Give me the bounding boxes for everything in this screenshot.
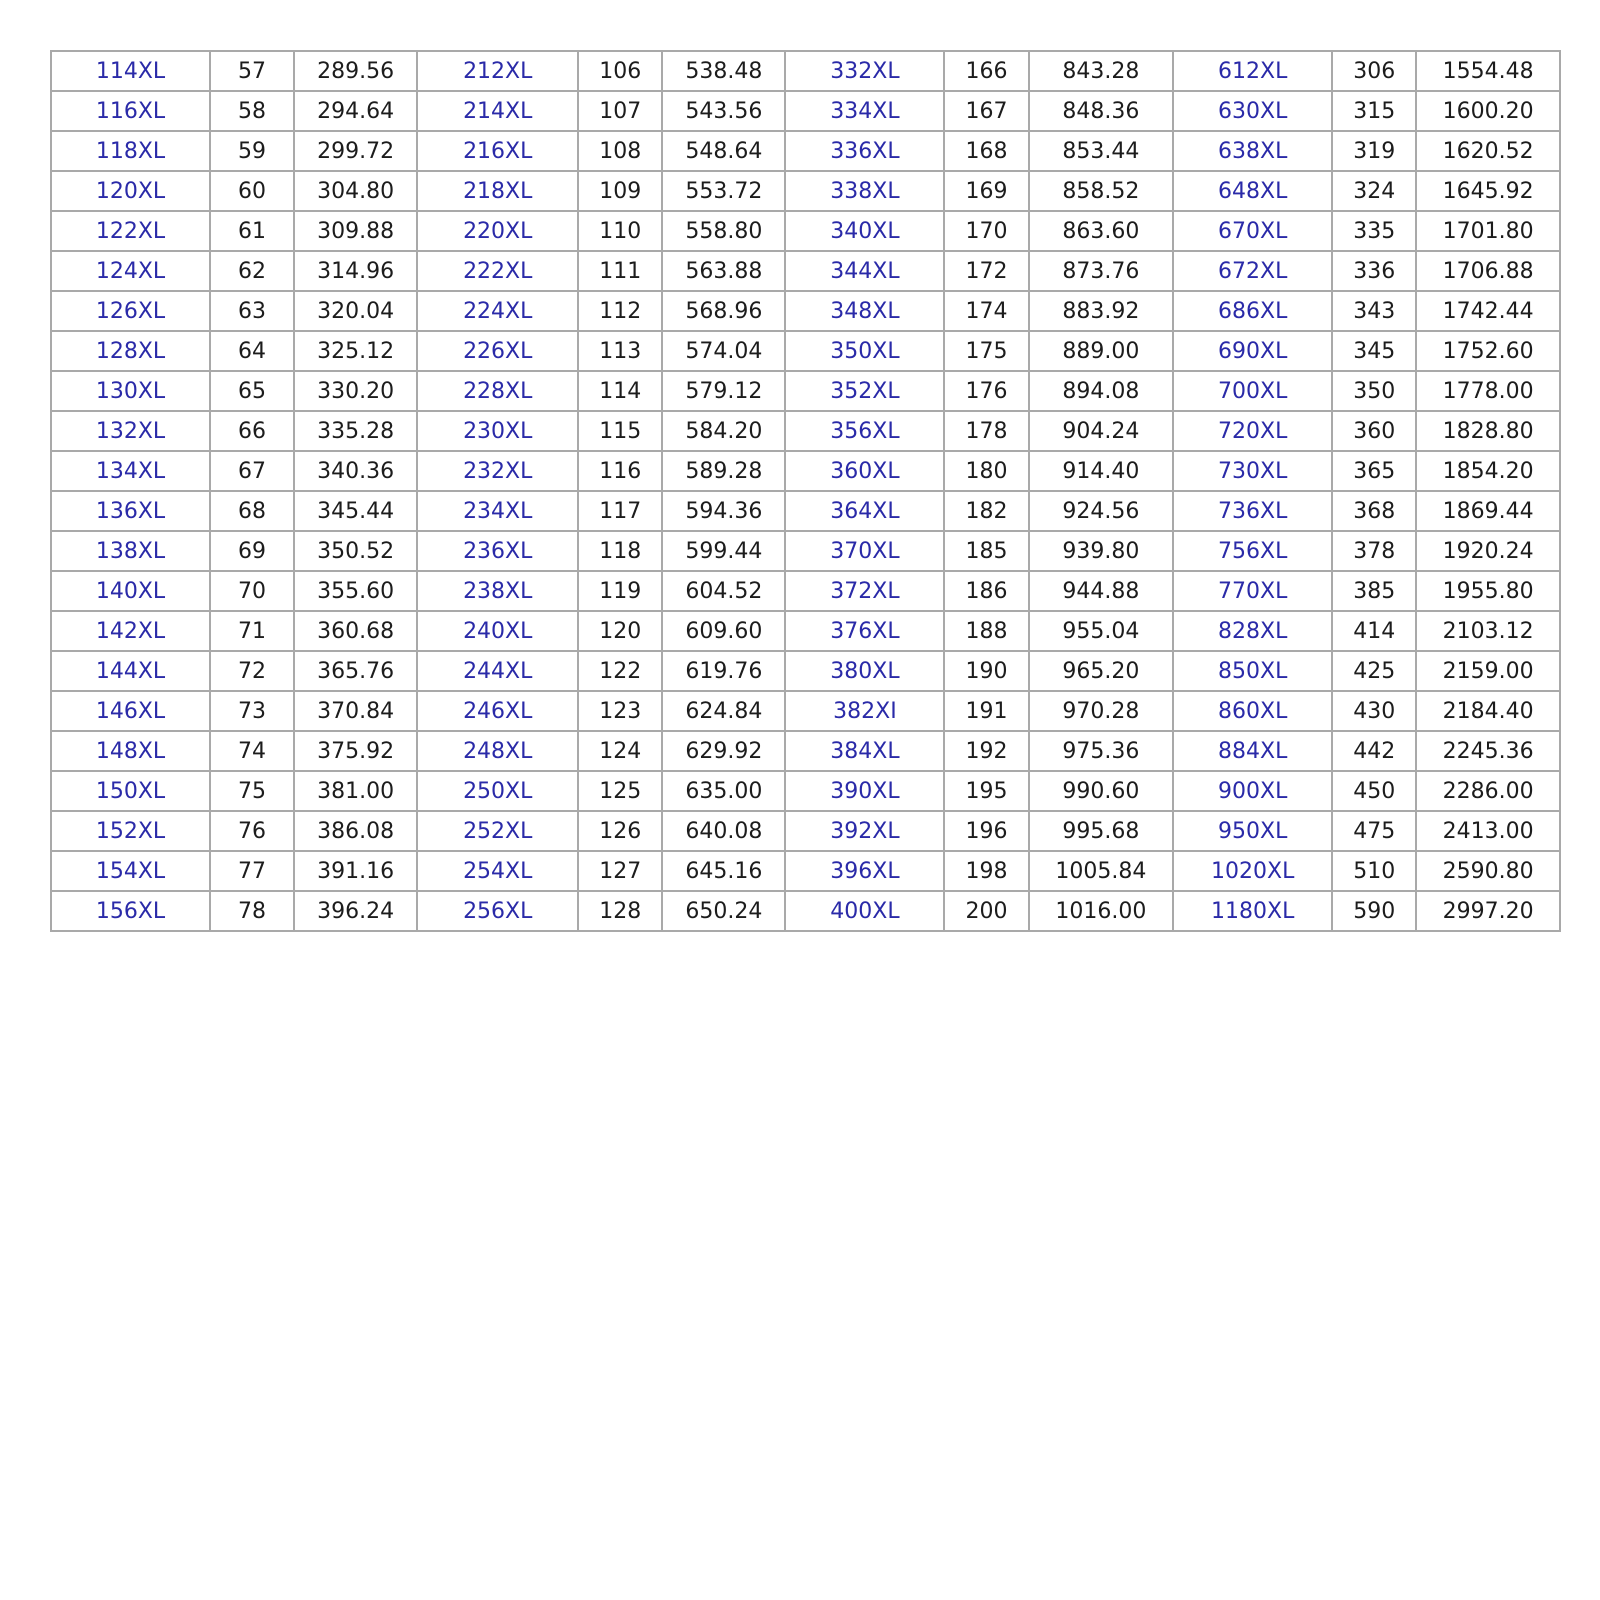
value-cell: 57 <box>210 51 294 91</box>
value-cell: 110 <box>578 211 662 251</box>
size-cell: 236XL <box>417 531 578 571</box>
size-cell: 770XL <box>1173 571 1332 611</box>
value-cell: 315 <box>1332 91 1416 131</box>
value-cell: 375.92 <box>294 731 417 771</box>
value-cell: 62 <box>210 251 294 291</box>
size-cell: 246XL <box>417 691 578 731</box>
size-cell: 214XL <box>417 91 578 131</box>
size-cell: 138XL <box>51 531 210 571</box>
value-cell: 1005.84 <box>1029 851 1174 891</box>
size-cell: 142XL <box>51 611 210 651</box>
size-cell: 1020XL <box>1173 851 1332 891</box>
value-cell: 883.92 <box>1029 291 1174 331</box>
size-cell: 114XL <box>51 51 210 91</box>
value-cell: 350.52 <box>294 531 417 571</box>
value-cell: 188 <box>944 611 1028 651</box>
table-row <box>51 571 1560 611</box>
table-row <box>51 691 1560 731</box>
value-cell: 119 <box>578 571 662 611</box>
value-cell: 66 <box>210 411 294 451</box>
value-cell: 1955.80 <box>1416 571 1560 611</box>
size-cell: 230XL <box>417 411 578 451</box>
value-cell: 172 <box>944 251 1028 291</box>
table-row <box>51 51 1560 91</box>
value-cell: 120 <box>578 611 662 651</box>
value-cell: 108 <box>578 131 662 171</box>
size-cell: 124XL <box>51 251 210 291</box>
value-cell: 345.44 <box>294 491 417 531</box>
table-row <box>51 731 1560 771</box>
value-cell: 2413.00 <box>1416 811 1560 851</box>
value-cell: 995.68 <box>1029 811 1174 851</box>
value-cell: 2103.12 <box>1416 611 1560 651</box>
size-cell: 220XL <box>417 211 578 251</box>
value-cell: 74 <box>210 731 294 771</box>
size-cell: 144XL <box>51 651 210 691</box>
value-cell: 114 <box>578 371 662 411</box>
value-cell: 116 <box>578 451 662 491</box>
size-cell: 254XL <box>417 851 578 891</box>
size-cell: 234XL <box>417 491 578 531</box>
value-cell: 939.80 <box>1029 531 1174 571</box>
value-cell: 924.56 <box>1029 491 1174 531</box>
value-cell: 858.52 <box>1029 171 1174 211</box>
size-cell: 670XL <box>1173 211 1332 251</box>
value-cell: 640.08 <box>662 811 785 851</box>
value-cell: 109 <box>578 171 662 211</box>
size-cell: 630XL <box>1173 91 1332 131</box>
value-cell: 1706.88 <box>1416 251 1560 291</box>
value-cell: 124 <box>578 731 662 771</box>
value-cell: 72 <box>210 651 294 691</box>
table-row <box>51 611 1560 651</box>
value-cell: 61 <box>210 211 294 251</box>
value-cell: 1016.00 <box>1029 891 1174 931</box>
value-cell: 1620.52 <box>1416 131 1560 171</box>
value-cell: 118 <box>578 531 662 571</box>
value-cell: 386.08 <box>294 811 417 851</box>
value-cell: 166 <box>944 51 1028 91</box>
value-cell: 182 <box>944 491 1028 531</box>
value-cell: 186 <box>944 571 1028 611</box>
value-cell: 548.64 <box>662 131 785 171</box>
size-cell: 216XL <box>417 131 578 171</box>
value-cell: 955.04 <box>1029 611 1174 651</box>
value-cell: 1778.00 <box>1416 371 1560 411</box>
size-cell: 390XL <box>785 771 944 811</box>
value-cell: 122 <box>578 651 662 691</box>
size-cell: 232XL <box>417 451 578 491</box>
value-cell: 430 <box>1332 691 1416 731</box>
value-cell: 60 <box>210 171 294 211</box>
size-cell: 380XL <box>785 651 944 691</box>
value-cell: 1742.44 <box>1416 291 1560 331</box>
size-cell: 146XL <box>51 691 210 731</box>
value-cell: 563.88 <box>662 251 785 291</box>
size-cell: 132XL <box>51 411 210 451</box>
size-cell: 756XL <box>1173 531 1332 571</box>
table-row <box>51 211 1560 251</box>
value-cell: 853.44 <box>1029 131 1174 171</box>
size-cell: 150XL <box>51 771 210 811</box>
size-cell: 828XL <box>1173 611 1332 651</box>
value-cell: 629.92 <box>662 731 785 771</box>
size-cell: 222XL <box>417 251 578 291</box>
size-cell: 736XL <box>1173 491 1332 531</box>
value-cell: 343 <box>1332 291 1416 331</box>
size-cell: 370XL <box>785 531 944 571</box>
value-cell: 414 <box>1332 611 1416 651</box>
table-row <box>51 491 1560 531</box>
size-cell: 116XL <box>51 91 210 131</box>
size-cell: 360XL <box>785 451 944 491</box>
value-cell: 76 <box>210 811 294 851</box>
value-cell: 538.48 <box>662 51 785 91</box>
size-cell: 720XL <box>1173 411 1332 451</box>
value-cell: 306 <box>1332 51 1416 91</box>
value-cell: 178 <box>944 411 1028 451</box>
value-cell: 1701.80 <box>1416 211 1560 251</box>
size-cell: 244XL <box>417 651 578 691</box>
size-cell: 218XL <box>417 171 578 211</box>
size-cell: 884XL <box>1173 731 1332 771</box>
value-cell: 113 <box>578 331 662 371</box>
value-cell: 970.28 <box>1029 691 1174 731</box>
size-cell: 950XL <box>1173 811 1332 851</box>
value-cell: 111 <box>578 251 662 291</box>
value-cell: 330.20 <box>294 371 417 411</box>
value-cell: 385 <box>1332 571 1416 611</box>
size-cell: 248XL <box>417 731 578 771</box>
size-cell: 130XL <box>51 371 210 411</box>
size-cell: 686XL <box>1173 291 1332 331</box>
value-cell: 1645.92 <box>1416 171 1560 211</box>
value-cell: 180 <box>944 451 1028 491</box>
value-cell: 635.00 <box>662 771 785 811</box>
value-cell: 167 <box>944 91 1028 131</box>
value-cell: 128 <box>578 891 662 931</box>
value-cell: 335 <box>1332 211 1416 251</box>
value-cell: 2184.40 <box>1416 691 1560 731</box>
value-cell: 396.24 <box>294 891 417 931</box>
table-row <box>51 811 1560 851</box>
value-cell: 543.56 <box>662 91 785 131</box>
table-row <box>51 131 1560 171</box>
value-cell: 198 <box>944 851 1028 891</box>
value-cell: 63 <box>210 291 294 331</box>
size-cell: 224XL <box>417 291 578 331</box>
value-cell: 1920.24 <box>1416 531 1560 571</box>
value-cell: 65 <box>210 371 294 411</box>
value-cell: 319 <box>1332 131 1416 171</box>
table-row <box>51 251 1560 291</box>
value-cell: 68 <box>210 491 294 531</box>
value-cell: 368 <box>1332 491 1416 531</box>
table-row <box>51 851 1560 891</box>
table-row <box>51 411 1560 451</box>
size-cell: 344XL <box>785 251 944 291</box>
value-cell: 650.24 <box>662 891 785 931</box>
value-cell: 2286.00 <box>1416 771 1560 811</box>
size-cell: 338XL <box>785 171 944 211</box>
value-cell: 904.24 <box>1029 411 1174 451</box>
value-cell: 873.76 <box>1029 251 1174 291</box>
value-cell: 106 <box>578 51 662 91</box>
value-cell: 75 <box>210 771 294 811</box>
size-cell: 136XL <box>51 491 210 531</box>
value-cell: 624.84 <box>662 691 785 731</box>
value-cell: 604.52 <box>662 571 785 611</box>
value-cell: 350 <box>1332 371 1416 411</box>
size-cell: 356XL <box>785 411 944 451</box>
value-cell: 195 <box>944 771 1028 811</box>
value-cell: 299.72 <box>294 131 417 171</box>
table-row <box>51 291 1560 331</box>
value-cell: 70 <box>210 571 294 611</box>
value-cell: 196 <box>944 811 1028 851</box>
value-cell: 1854.20 <box>1416 451 1560 491</box>
size-cell: 372XL <box>785 571 944 611</box>
size-cell: 364XL <box>785 491 944 531</box>
value-cell: 381.00 <box>294 771 417 811</box>
size-chart-table <box>50 50 1561 932</box>
size-cell: 612XL <box>1173 51 1332 91</box>
value-cell: 345 <box>1332 331 1416 371</box>
value-cell: 59 <box>210 131 294 171</box>
size-cell: 250XL <box>417 771 578 811</box>
size-cell: 384XL <box>785 731 944 771</box>
size-cell: 226XL <box>417 331 578 371</box>
table-row <box>51 451 1560 491</box>
size-cell: 348XL <box>785 291 944 331</box>
size-cell: 154XL <box>51 851 210 891</box>
value-cell: 324 <box>1332 171 1416 211</box>
value-cell: 863.60 <box>1029 211 1174 251</box>
size-cell: 1180XL <box>1173 891 1332 931</box>
size-cell: 122XL <box>51 211 210 251</box>
size-cell: 400XL <box>785 891 944 931</box>
value-cell: 174 <box>944 291 1028 331</box>
value-cell: 450 <box>1332 771 1416 811</box>
value-cell: 191 <box>944 691 1028 731</box>
table-row <box>51 91 1560 131</box>
value-cell: 391.16 <box>294 851 417 891</box>
value-cell: 442 <box>1332 731 1416 771</box>
value-cell: 309.88 <box>294 211 417 251</box>
value-cell: 125 <box>578 771 662 811</box>
value-cell: 127 <box>578 851 662 891</box>
table-row <box>51 531 1560 571</box>
value-cell: 190 <box>944 651 1028 691</box>
value-cell: 78 <box>210 891 294 931</box>
size-cell: 690XL <box>1173 331 1332 371</box>
value-cell: 475 <box>1332 811 1416 851</box>
value-cell: 553.72 <box>662 171 785 211</box>
value-cell: 336 <box>1332 251 1416 291</box>
size-cell: 672XL <box>1173 251 1332 291</box>
size-cell: 850XL <box>1173 651 1332 691</box>
value-cell: 609.60 <box>662 611 785 651</box>
size-cell: 730XL <box>1173 451 1332 491</box>
size-cell: 340XL <box>785 211 944 251</box>
table-row <box>51 651 1560 691</box>
size-cell: 336XL <box>785 131 944 171</box>
value-cell: 1869.44 <box>1416 491 1560 531</box>
size-cell: 118XL <box>51 131 210 171</box>
size-cell: 376XL <box>785 611 944 651</box>
value-cell: 619.76 <box>662 651 785 691</box>
value-cell: 123 <box>578 691 662 731</box>
value-cell: 335.28 <box>294 411 417 451</box>
value-cell: 590 <box>1332 891 1416 931</box>
value-cell: 2159.00 <box>1416 651 1560 691</box>
value-cell: 1600.20 <box>1416 91 1560 131</box>
size-cell: 152XL <box>51 811 210 851</box>
value-cell: 69 <box>210 531 294 571</box>
value-cell: 574.04 <box>662 331 785 371</box>
size-cell: 700XL <box>1173 371 1332 411</box>
table-row <box>51 771 1560 811</box>
value-cell: 71 <box>210 611 294 651</box>
value-cell: 568.96 <box>662 291 785 331</box>
value-cell: 168 <box>944 131 1028 171</box>
size-cell: 140XL <box>51 571 210 611</box>
size-cell: 352XL <box>785 371 944 411</box>
value-cell: 176 <box>944 371 1028 411</box>
value-cell: 1554.48 <box>1416 51 1560 91</box>
value-cell: 58 <box>210 91 294 131</box>
value-cell: 2997.20 <box>1416 891 1560 931</box>
value-cell: 843.28 <box>1029 51 1174 91</box>
table-row <box>51 371 1560 411</box>
value-cell: 365.76 <box>294 651 417 691</box>
value-cell: 425 <box>1332 651 1416 691</box>
size-cell: 256XL <box>417 891 578 931</box>
value-cell: 558.80 <box>662 211 785 251</box>
value-cell: 599.44 <box>662 531 785 571</box>
size-cell: 228XL <box>417 371 578 411</box>
value-cell: 990.60 <box>1029 771 1174 811</box>
value-cell: 360 <box>1332 411 1416 451</box>
value-cell: 126 <box>578 811 662 851</box>
value-cell: 584.20 <box>662 411 785 451</box>
value-cell: 365 <box>1332 451 1416 491</box>
size-cell: 126XL <box>51 291 210 331</box>
value-cell: 944.88 <box>1029 571 1174 611</box>
value-cell: 314.96 <box>294 251 417 291</box>
value-cell: 185 <box>944 531 1028 571</box>
value-cell: 107 <box>578 91 662 131</box>
value-cell: 200 <box>944 891 1028 931</box>
size-cell: 638XL <box>1173 131 1332 171</box>
value-cell: 594.36 <box>662 491 785 531</box>
size-cell: 238XL <box>417 571 578 611</box>
value-cell: 914.40 <box>1029 451 1174 491</box>
value-cell: 378 <box>1332 531 1416 571</box>
value-cell: 64 <box>210 331 294 371</box>
value-cell: 645.16 <box>662 851 785 891</box>
value-cell: 975.36 <box>1029 731 1174 771</box>
value-cell: 289.56 <box>294 51 417 91</box>
size-cell: 134XL <box>51 451 210 491</box>
value-cell: 589.28 <box>662 451 785 491</box>
size-cell: 148XL <box>51 731 210 771</box>
size-cell: 156XL <box>51 891 210 931</box>
value-cell: 304.80 <box>294 171 417 211</box>
value-cell: 1752.60 <box>1416 331 1560 371</box>
value-cell: 67 <box>210 451 294 491</box>
value-cell: 894.08 <box>1029 371 1174 411</box>
value-cell: 370.84 <box>294 691 417 731</box>
value-cell: 192 <box>944 731 1028 771</box>
value-cell: 73 <box>210 691 294 731</box>
size-cell: 120XL <box>51 171 210 211</box>
size-cell: 252XL <box>417 811 578 851</box>
value-cell: 579.12 <box>662 371 785 411</box>
size-chart-body <box>51 51 1560 931</box>
value-cell: 360.68 <box>294 611 417 651</box>
value-cell: 294.64 <box>294 91 417 131</box>
value-cell: 175 <box>944 331 1028 371</box>
value-cell: 112 <box>578 291 662 331</box>
size-cell: 128XL <box>51 331 210 371</box>
size-cell: 860XL <box>1173 691 1332 731</box>
size-cell: 900XL <box>1173 771 1332 811</box>
value-cell: 965.20 <box>1029 651 1174 691</box>
value-cell: 325.12 <box>294 331 417 371</box>
value-cell: 340.36 <box>294 451 417 491</box>
value-cell: 355.60 <box>294 571 417 611</box>
table-row <box>51 891 1560 931</box>
value-cell: 889.00 <box>1029 331 1174 371</box>
size-cell: 334XL <box>785 91 944 131</box>
size-cell: 240XL <box>417 611 578 651</box>
value-cell: 169 <box>944 171 1028 211</box>
size-cell: 350XL <box>785 331 944 371</box>
value-cell: 77 <box>210 851 294 891</box>
value-cell: 848.36 <box>1029 91 1174 131</box>
size-cell: 396XL <box>785 851 944 891</box>
value-cell: 117 <box>578 491 662 531</box>
value-cell: 115 <box>578 411 662 451</box>
size-cell: 332XL <box>785 51 944 91</box>
value-cell: 510 <box>1332 851 1416 891</box>
size-cell: 648XL <box>1173 171 1332 211</box>
size-cell: 382XI <box>785 691 944 731</box>
value-cell: 1828.80 <box>1416 411 1560 451</box>
value-cell: 320.04 <box>294 291 417 331</box>
value-cell: 2245.36 <box>1416 731 1560 771</box>
size-cell: 212XL <box>417 51 578 91</box>
size-cell: 392XL <box>785 811 944 851</box>
table-row <box>51 171 1560 211</box>
table-row <box>51 331 1560 371</box>
value-cell: 2590.80 <box>1416 851 1560 891</box>
value-cell: 170 <box>944 211 1028 251</box>
